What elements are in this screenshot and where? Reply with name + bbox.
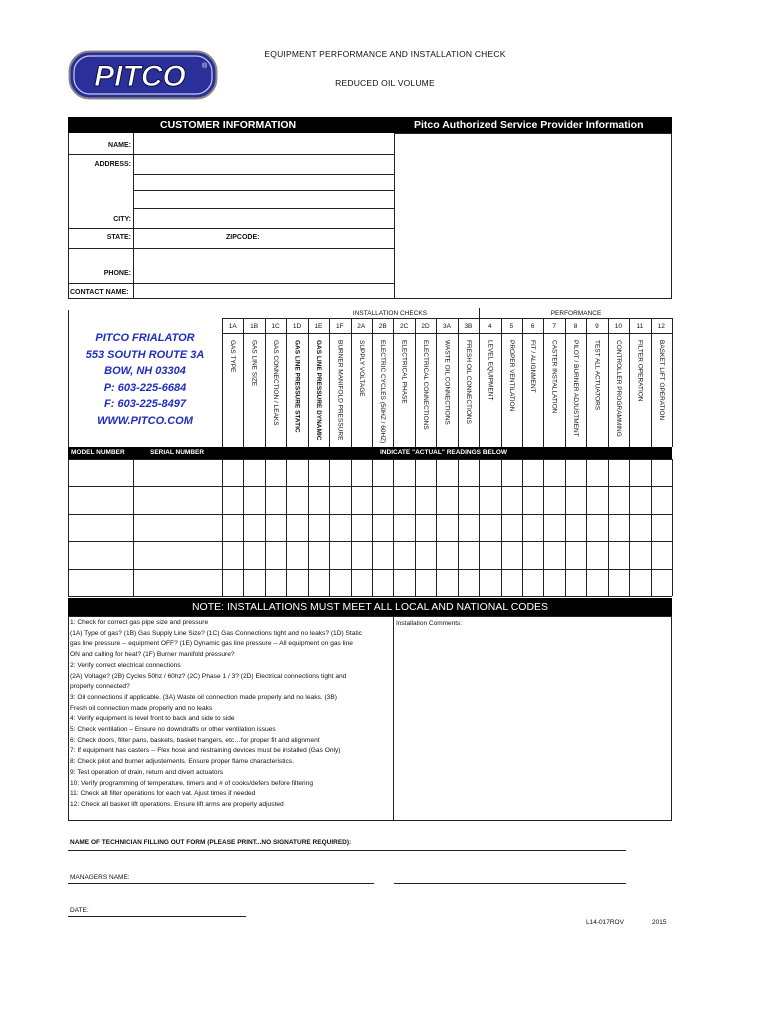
column-label: FIT / ALIGNMENT (529, 340, 537, 393)
reading-cell[interactable] (437, 460, 456, 485)
reading-cell[interactable] (373, 570, 392, 595)
instruction-line: (2A) Voltage? (2B) Cycles 50hz / 60hz? (2C) Phase 1 / 3? (2D) Electrical connections tight and (70, 672, 347, 680)
model-number-cell[interactable] (69, 487, 132, 512)
reading-cell[interactable] (652, 515, 671, 540)
column-number: 2C (399, 323, 409, 330)
reading-cell[interactable] (502, 460, 521, 485)
instruction-line: 4: Verify equipment is level front to back and side to side (70, 715, 235, 723)
form-subtitle: REDUCED OIL VOLUME (335, 78, 435, 88)
manager-name-field[interactable] (68, 869, 374, 883)
pitco-logo (68, 50, 218, 100)
serial-number-cell[interactable] (134, 460, 221, 485)
reading-cell[interactable] (502, 515, 521, 540)
contact-name-label: CONTACT NAME: (70, 289, 129, 296)
reading-cell[interactable] (630, 487, 649, 512)
reading-cell[interactable] (609, 570, 628, 595)
reading-cell[interactable] (352, 460, 371, 485)
contact-phone: P: 603-225-6684 (103, 381, 187, 394)
reading-cell[interactable] (394, 570, 413, 595)
reading-cell[interactable] (266, 515, 285, 540)
reading-cell[interactable] (223, 542, 242, 567)
reading-cell[interactable] (223, 487, 242, 512)
reading-cell[interactable] (544, 515, 563, 540)
instruction-line: 3: Oil connections if applicable. (3A) Waste oil connection made properly and no leaks. (3B) (70, 693, 337, 701)
logo-text: PITCO (94, 60, 186, 93)
reading-cell[interactable] (416, 460, 435, 485)
serial-number-cell[interactable] (134, 570, 221, 595)
column-number: 9 (595, 323, 599, 330)
reading-cell[interactable] (652, 460, 671, 485)
column-number: 7 (552, 323, 556, 330)
column-label: PROPER VENTILATION (507, 340, 515, 412)
reading-cell[interactable] (266, 542, 285, 567)
reading-cell[interactable] (330, 460, 349, 485)
column-label: WASTE OIL CONNECTIONS (443, 340, 451, 425)
reading-cell[interactable] (373, 460, 392, 485)
reading-cell[interactable] (480, 460, 499, 485)
reading-cell[interactable] (587, 570, 606, 595)
reading-cell[interactable] (287, 542, 306, 567)
reading-cell[interactable] (630, 460, 649, 485)
reading-cell[interactable] (352, 515, 371, 540)
instruction-line: 1: Check for correct gas pipe size and pressure (70, 619, 209, 626)
reading-cell[interactable] (459, 460, 478, 485)
contact-block (68, 330, 222, 429)
column-label: FILTER OPERATION (636, 340, 644, 402)
reading-cell[interactable] (652, 542, 671, 567)
column-label: CONTROLLER PROGRAMMING (614, 340, 622, 437)
contact-street: 553 SOUTH ROUTE 3A (85, 348, 205, 361)
column-label: SUPPLY VOLTAGE (357, 340, 365, 397)
column-number: 8 (573, 323, 578, 330)
column-label: ELECTRICAL CONNECTIONS (422, 340, 430, 430)
reading-cell[interactable] (309, 570, 328, 595)
reading-cell[interactable] (309, 515, 328, 540)
technician-name-field[interactable] (68, 836, 626, 850)
reading-cell[interactable] (480, 487, 499, 512)
reading-cell[interactable] (459, 515, 478, 540)
installation-comments-label: Installation Comments: (396, 620, 463, 627)
column-label: GAS CONNECTION / LEAKS (272, 340, 280, 426)
reading-cell[interactable] (416, 515, 435, 540)
form-code: L14-017ROV (586, 919, 624, 926)
reading-cell[interactable] (394, 542, 413, 567)
column-number: 1C (271, 323, 280, 330)
reading-cell[interactable] (587, 460, 606, 485)
reading-cell[interactable] (437, 570, 456, 595)
form-title: EQUIPMENT PERFORMANCE AND INSTALLATION CHECK (264, 49, 506, 59)
date-label: DATE: (70, 907, 89, 914)
contact-web: WWW.PITCO.COM (97, 414, 193, 427)
column-label: GAS LINE PRESSURE STATIC (293, 340, 301, 433)
manager-label: MANAGERS NAME: (70, 874, 130, 881)
reading-cell[interactable] (630, 515, 649, 540)
zipcode-label: ZIPCODE: (226, 234, 260, 241)
instruction-line: 7: If equipment has casters -- Flex hose and restraining devices must be installed (Gas Only) (70, 747, 341, 755)
date-field[interactable] (68, 902, 246, 916)
reading-cell[interactable] (266, 460, 285, 485)
column-number: 3B (464, 323, 473, 330)
reading-cell[interactable] (523, 542, 542, 567)
reading-cell[interactable] (523, 487, 542, 512)
column-number: 1B (250, 323, 259, 330)
reading-cell[interactable] (416, 487, 435, 512)
instruction-line: 9: Test operation of drain, return and divert actuators (70, 768, 224, 776)
reading-cell[interactable] (352, 487, 371, 512)
instruction-line: 2: Verify correct electrical connections (70, 661, 181, 669)
reading-cell[interactable] (373, 487, 392, 512)
column-label: PILOT / BURNER ADJUSTMENT (572, 340, 580, 437)
reading-cell[interactable] (309, 487, 328, 512)
column-number: 2A (357, 323, 366, 330)
reading-cell[interactable] (287, 460, 306, 485)
model-number-cell[interactable] (69, 570, 132, 595)
provider-info-field[interactable] (395, 134, 671, 298)
reading-cell[interactable] (223, 515, 242, 540)
reading-cell[interactable] (223, 570, 242, 595)
reading-cell[interactable] (394, 515, 413, 540)
performance-title: PERFORMANCE (550, 310, 602, 317)
svg-text:®: ® (202, 63, 208, 70)
column-number: 1E (314, 323, 323, 330)
instruction-line: 11: Check all filter operations for each vat. Ajust times if needed (70, 790, 256, 798)
reading-cell[interactable] (437, 515, 456, 540)
reading-cell[interactable] (630, 542, 649, 567)
column-number: 11 (636, 323, 644, 330)
column-number: 1D (292, 323, 302, 330)
column-label: TEST ALL ACTUATORS (593, 340, 601, 411)
instruction-line: 5: Check ventilation – Ensure no downdrafts or other ventilation issues (70, 726, 276, 734)
city-label: CITY: (113, 216, 131, 223)
reading-cell[interactable] (244, 487, 263, 512)
readings-instruction: INDICATE "ACTUAL" READINGS BELOW (380, 449, 508, 456)
reading-cell[interactable] (223, 460, 242, 485)
instructions-list (70, 618, 392, 811)
reading-cell[interactable] (523, 460, 542, 485)
name-field[interactable] (134, 135, 393, 154)
reading-cell[interactable] (459, 487, 478, 512)
serial-number-cell[interactable] (134, 487, 221, 512)
reading-cell[interactable] (523, 570, 542, 595)
column-number: 10 (614, 323, 623, 330)
column-label: BASKET LIFT OPERATION (657, 340, 665, 421)
address-field[interactable] (134, 155, 393, 227)
reading-cell[interactable] (609, 460, 628, 485)
contact-name-field[interactable] (134, 284, 393, 298)
state-field[interactable] (134, 229, 224, 247)
column-label: CASTER INSTALLATION (550, 340, 558, 414)
reading-cell[interactable] (502, 542, 521, 567)
technician-label: NAME OF TECHNICIAN FILLING OUT FORM (PLEASE PRINT...NO SIGNATURE REQUIRED): (70, 839, 352, 846)
reading-cell[interactable] (266, 487, 285, 512)
column-label: GAS TYPE (229, 340, 237, 373)
zipcode-field[interactable] (264, 229, 393, 247)
reading-cell[interactable] (609, 515, 628, 540)
instruction-line: Fresh oil connection made properly and no leaks (70, 704, 213, 712)
contact-fax: F: 603-225-8497 (104, 398, 186, 410)
phone-label: PHONE: (103, 270, 131, 277)
reading-cell[interactable] (544, 542, 563, 567)
reading-cell[interactable] (287, 570, 306, 595)
reading-cell[interactable] (373, 515, 392, 540)
reading-cell[interactable] (587, 542, 606, 567)
reading-cell[interactable] (480, 570, 499, 595)
reading-cell[interactable] (437, 542, 456, 567)
reading-cell[interactable] (244, 460, 263, 485)
instruction-line: 12: Check all basket lift operations. Ensure lift arms are properly adjusted (70, 800, 284, 808)
phone-field[interactable] (134, 249, 393, 282)
reading-cell[interactable] (566, 515, 585, 540)
contact-city: BOW, NH 03304 (104, 365, 186, 377)
reading-cell[interactable] (352, 570, 371, 595)
reading-cell[interactable] (394, 487, 413, 512)
reading-cell[interactable] (373, 542, 392, 567)
reading-cell[interactable] (587, 515, 606, 540)
reading-cell[interactable] (287, 515, 306, 540)
instruction-line: 10: Verify programming of temperature, timers and # of cooks/defers before filtering (70, 779, 313, 787)
reading-cell[interactable] (244, 542, 263, 567)
address-label: ADDRESS: (94, 161, 131, 168)
reading-cell[interactable] (480, 515, 499, 540)
reading-cell[interactable] (566, 460, 585, 485)
reading-cell[interactable] (416, 570, 435, 595)
reading-cell[interactable] (630, 570, 649, 595)
reading-cell[interactable] (652, 570, 671, 595)
column-number: 12 (657, 323, 665, 330)
column-label: FRESH OIL CONNECTIONS (464, 340, 472, 424)
column-label: BURNER MANIFOLD PRESSURE (336, 340, 344, 441)
reading-cell[interactable] (544, 460, 563, 485)
reading-cell[interactable] (566, 487, 585, 512)
reading-cell[interactable] (266, 570, 285, 595)
reading-cell[interactable] (544, 487, 563, 512)
contact-company: PITCO FRIALATOR (95, 332, 195, 344)
reading-cell[interactable] (502, 487, 521, 512)
reading-cell[interactable] (244, 570, 263, 595)
reading-cell[interactable] (330, 542, 349, 567)
installation-comments-field[interactable] (395, 630, 670, 820)
column-number: 3A (443, 323, 451, 330)
reading-cell[interactable] (652, 487, 671, 512)
instruction-line: 6: Check doors, filter pans, baskets, basket hangers, etc…for proper fit and alignment (70, 736, 320, 744)
reading-cell[interactable] (330, 570, 349, 595)
instruction-line: 8: Check pilot and burner adjustements. Ensure proper flame characteristics. (70, 758, 294, 766)
column-number: 1F (336, 323, 344, 330)
instruction-line: gas line pressure -- equipment OFF? (1E) Dynamic gas line pressure -- All equipment on gas line (70, 640, 353, 648)
column-number: 5 (509, 323, 514, 330)
reading-cell[interactable] (330, 487, 349, 512)
reading-cell[interactable] (416, 542, 435, 567)
reading-cell[interactable] (566, 542, 585, 567)
column-label: GAS LINE SIZE (250, 340, 258, 387)
reading-cell[interactable] (459, 570, 478, 595)
column-label: LEVEL EQUIPMENT (486, 340, 494, 401)
reading-cell[interactable] (352, 542, 371, 567)
customer-info-title: CUSTOMER INFORMATION (160, 119, 297, 131)
reading-cell[interactable] (309, 460, 328, 485)
note-banner-text: NOTE: INSTALLATIONS MUST MEET ALL LOCAL AND NATIONAL CODES (191, 601, 549, 613)
instruction-line: (1A) Type of gas? (1B) Gas Supply Line Size? (1C) Gas Connections tight and no leaks? (1D) Static (70, 629, 362, 637)
model-number-cell[interactable] (69, 460, 132, 485)
state-label: STATE: (106, 234, 131, 241)
column-label: GAS LINE PRESSURE DYNAMIC (314, 340, 322, 441)
serial-number-cell[interactable] (134, 515, 221, 540)
reading-cell[interactable] (394, 460, 413, 485)
reading-cell[interactable] (330, 515, 349, 540)
form-year: 2015 (652, 919, 667, 926)
column-number: 2B (378, 323, 387, 330)
reading-cell[interactable] (609, 542, 628, 567)
instruction-line: properly connected? (70, 683, 130, 691)
installation-checks-title: INSTALLATION CHECKS (352, 310, 428, 317)
reading-cell[interactable] (287, 487, 306, 512)
reading-cell[interactable] (587, 487, 606, 512)
reading-cell[interactable] (244, 515, 263, 540)
reading-cell[interactable] (459, 542, 478, 567)
column-number: 2D (421, 323, 430, 330)
reading-cell[interactable] (309, 542, 328, 567)
column-label: ELECTRICAL PHASE (400, 340, 408, 404)
serial-number-cell[interactable] (134, 542, 221, 567)
model-number-header: MODEL NUMBER (71, 449, 125, 456)
reading-cell[interactable] (523, 515, 542, 540)
instruction-line: ON and calling for heat? (1F) Burner manifold pressure? (70, 651, 235, 659)
reading-cell[interactable] (437, 487, 456, 512)
reading-cell[interactable] (609, 487, 628, 512)
reading-cell[interactable] (502, 570, 521, 595)
column-label: ELECTRIC CYCLES (50HZ / 60HZ) (379, 340, 387, 444)
serial-number-header: SERIAL NUMBER (150, 449, 205, 456)
provider-info-title: Pitco Authorized Service Provider Information (414, 119, 644, 131)
reading-cell[interactable] (566, 570, 585, 595)
model-number-cell[interactable] (69, 515, 132, 540)
reading-cell[interactable] (544, 570, 563, 595)
column-number: 4 (488, 323, 492, 330)
column-number: 1A (228, 323, 237, 330)
reading-cell[interactable] (480, 542, 499, 567)
model-number-cell[interactable] (69, 542, 132, 567)
name-label: NAME: (108, 142, 131, 149)
column-number: 6 (530, 323, 535, 330)
